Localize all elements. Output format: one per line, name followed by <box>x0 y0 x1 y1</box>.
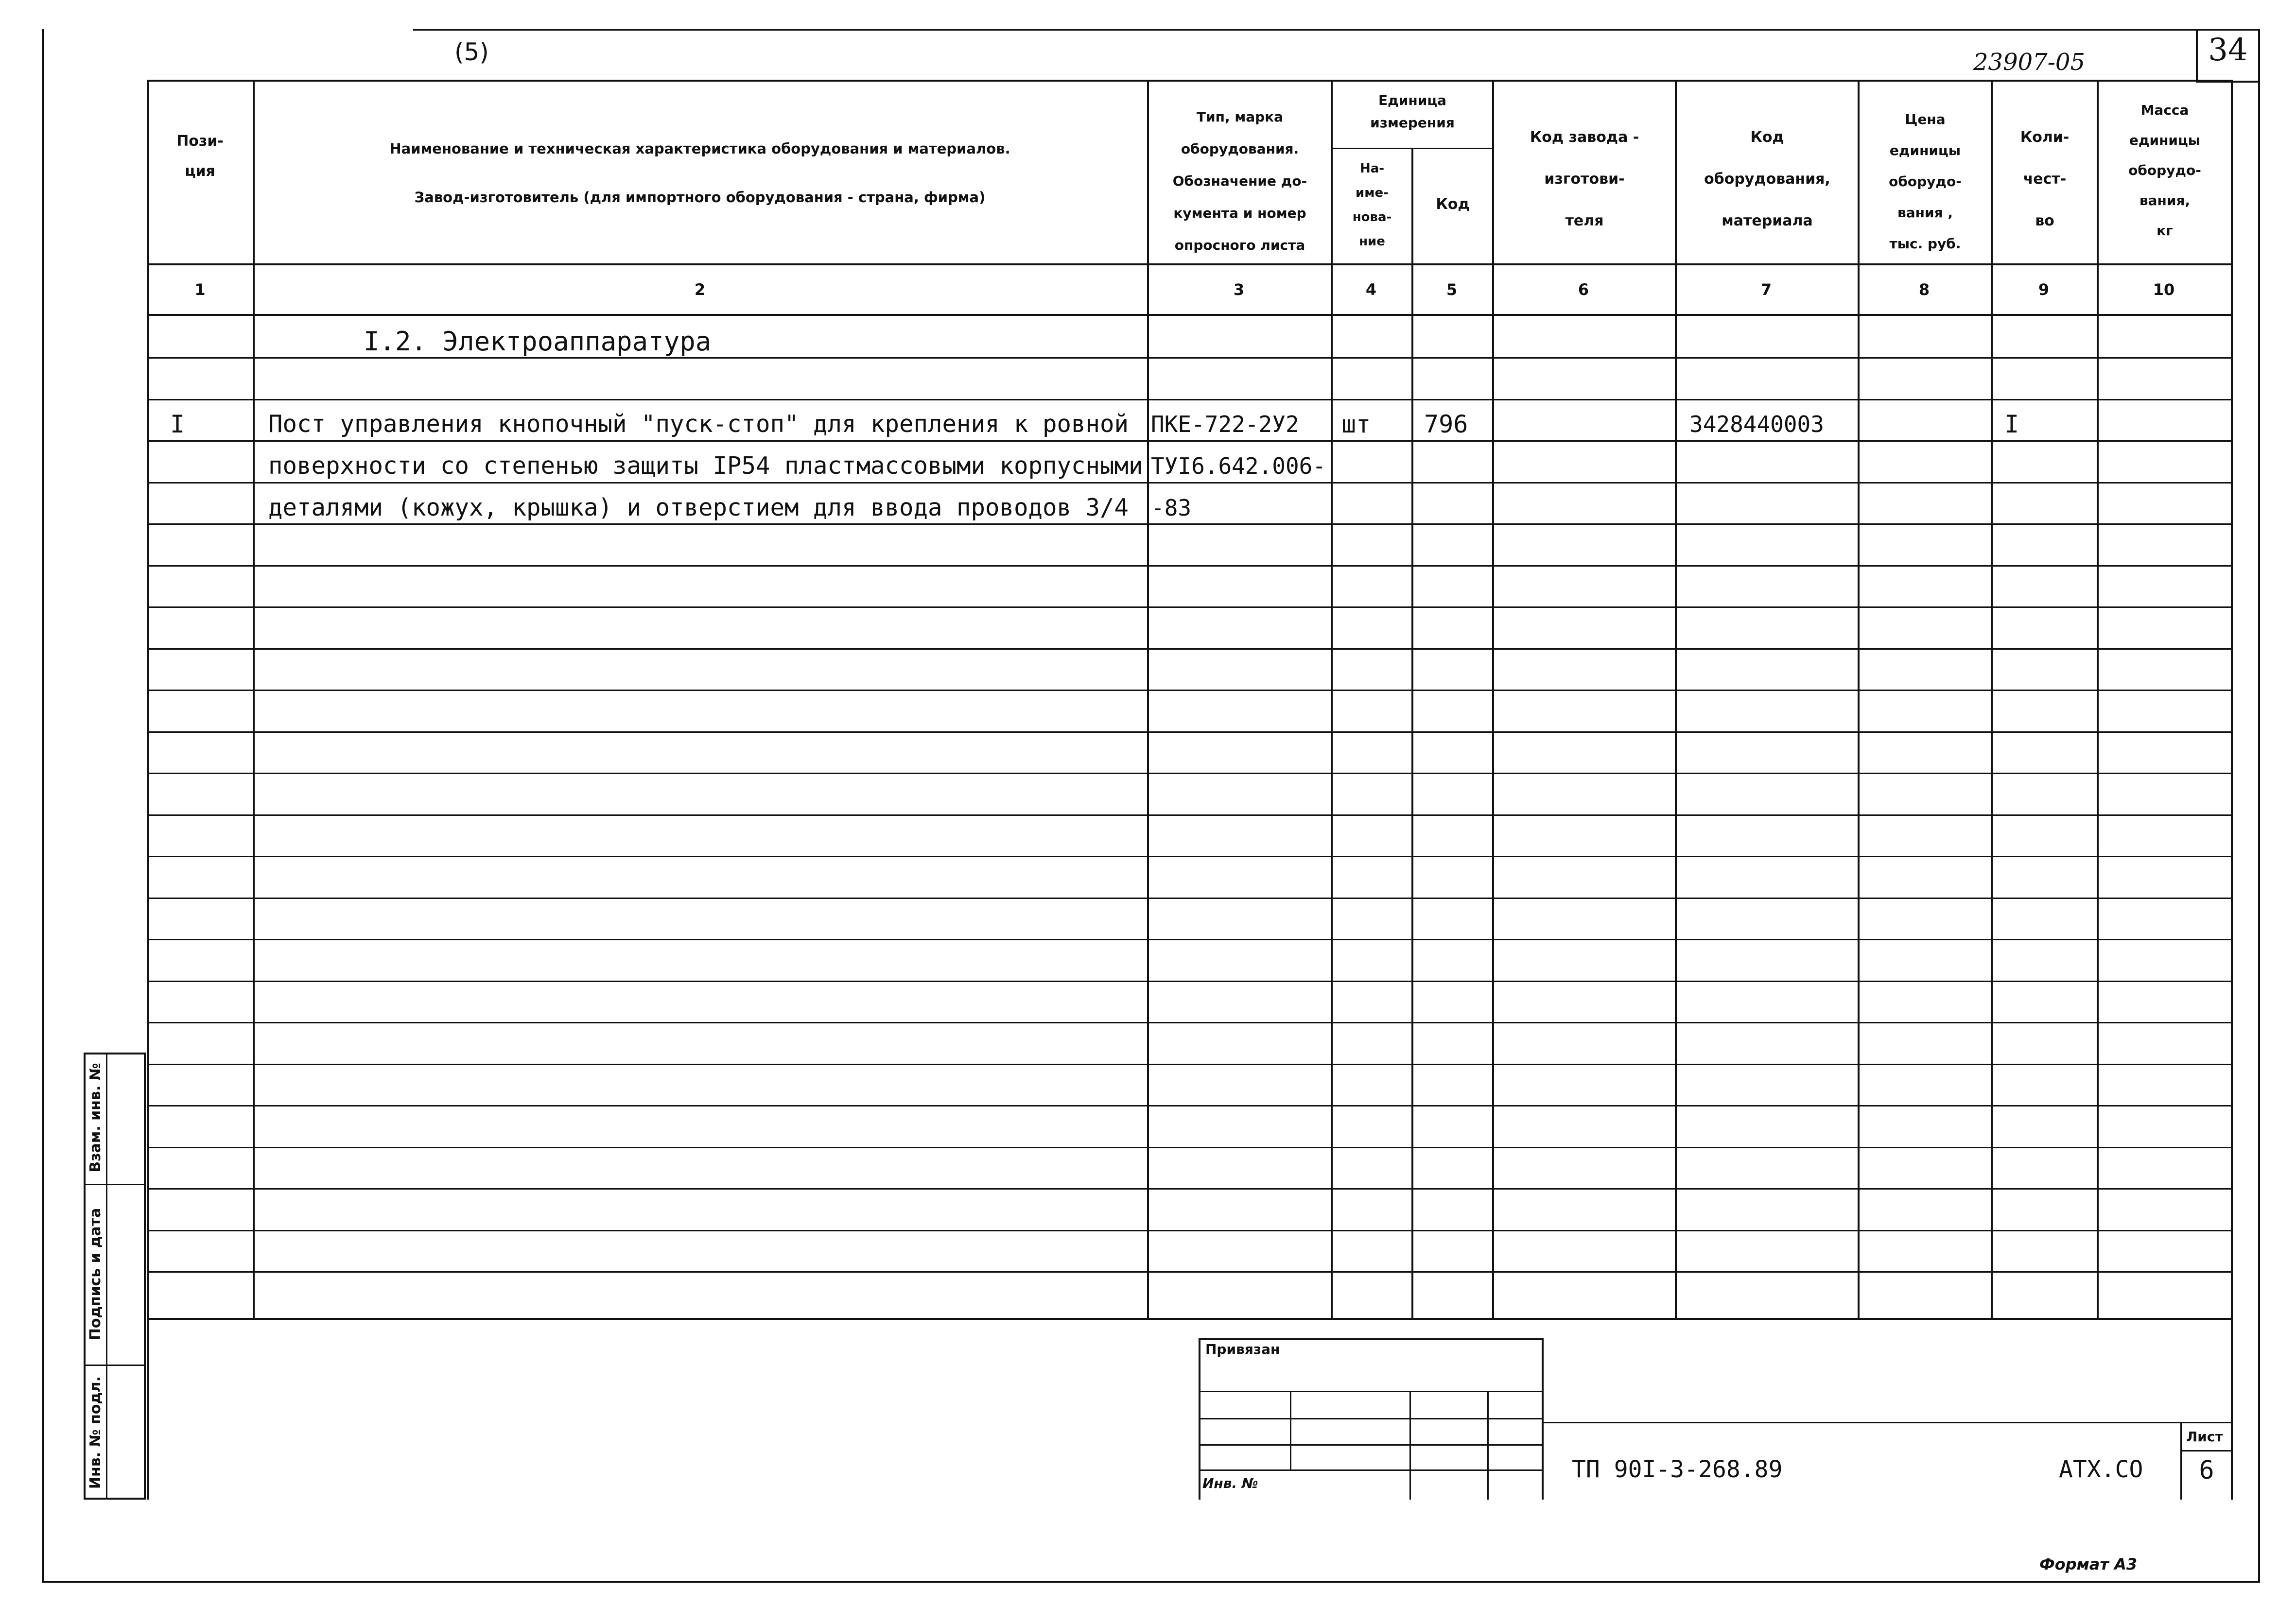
privyazan-vline-3 <box>1487 1391 1489 1500</box>
table-row-line <box>147 1022 2232 1023</box>
col-number-1: 1 <box>194 280 206 299</box>
stamp-designation: ТП 90I-3-268.89 <box>1572 1456 1783 1483</box>
table-row-line <box>147 939 2232 940</box>
header-units-title: Единица измерения <box>1370 92 1455 131</box>
header-col5: Код <box>1436 196 1470 213</box>
row-position: I <box>170 410 185 438</box>
table-row-line <box>147 814 2232 816</box>
row-type-line-3: -83 <box>1151 495 1192 521</box>
frame-right-line <box>2258 29 2260 1583</box>
table-row-line <box>147 1147 2232 1148</box>
privyazan-line-1 <box>1199 1391 1544 1392</box>
sheet-number: 6 <box>2199 1456 2214 1485</box>
table-row-line <box>147 565 2232 567</box>
header-col8: Цена единицы оборудо- вания , тыс. руб. <box>1889 111 1962 252</box>
table-row-line <box>147 606 2232 608</box>
side-stamp-field-1: Взам. инв. № <box>87 1063 104 1173</box>
table-row-line <box>147 981 2232 982</box>
header-col7: Код оборудования, материала <box>1704 129 1830 229</box>
col-number-7: 7 <box>1760 280 1772 299</box>
sheet-box-line <box>2180 1450 2231 1451</box>
frame-bottom-line <box>42 1581 2260 1583</box>
header-col1: Пози- ция <box>176 133 224 180</box>
side-stamp-field-2: Подпись и дата <box>87 1208 104 1341</box>
col-number-10: 10 <box>2153 280 2175 299</box>
frame-top-line <box>413 29 2260 31</box>
sheet-label: Лист <box>2186 1429 2223 1445</box>
privyazan-line-3 <box>1199 1444 1544 1446</box>
row-name-line-1: Пост управления кнопочный "пуск-стоп" для крепления к ровной <box>268 410 1129 438</box>
col-number-5: 5 <box>1446 280 1458 299</box>
row-name-line-3: деталями (кожух, крышка) и отверстием для ввода проводов 3/4 <box>268 494 1129 521</box>
privyazan-line-2 <box>1199 1418 1544 1419</box>
section-title: I.2. Электроаппаратура <box>364 326 712 357</box>
stamp-code: АТХ.СО <box>2059 1456 2143 1483</box>
row-name-line-2: поверхности со степенью защиты IP54 пластмассовыми корпусными <box>268 452 1143 480</box>
row-type-line-2: ТУI6.642.006- <box>1151 453 1326 479</box>
table-row-line <box>147 773 2232 774</box>
top-left-label: (5) <box>454 38 489 66</box>
col-number-3: 3 <box>1233 280 1245 299</box>
privyazan-vline-1 <box>1290 1391 1291 1469</box>
col-number-2: 2 <box>694 280 706 299</box>
side-stamp-inner-line <box>106 1053 107 1500</box>
frame-left-line <box>42 29 44 1582</box>
table-row-line <box>147 648 2232 650</box>
header-col4: На- име- нова- ние <box>1352 161 1392 249</box>
table-row-line <box>147 1064 2232 1065</box>
header-col6: Код завода - изготови- теля <box>1530 129 1639 229</box>
row-unit-code: 796 <box>1424 410 1468 438</box>
table-row-line <box>147 690 2232 691</box>
header-col9: Коли- чест- во <box>2020 129 2070 229</box>
format-label: Формат А3 <box>2039 1555 2138 1573</box>
row-unit-name: шт <box>1341 410 1371 438</box>
table-row-line <box>147 399 2232 400</box>
privyazan-line-4 <box>1199 1469 1544 1471</box>
col-number-4: 4 <box>1365 280 1377 299</box>
table-row-line <box>147 731 2232 733</box>
table-bottom-line <box>147 1318 2232 1320</box>
col-line-4 <box>1411 148 1413 1319</box>
header-col3: Тип, марка оборудования. Обозначение до- кумента и номер опросного листа <box>1172 109 1307 253</box>
row-equipment-code: 3428440003 <box>1689 411 1824 437</box>
row-name <box>268 403 1143 529</box>
table-top-line <box>147 80 2232 82</box>
table-row-line <box>147 1271 2232 1273</box>
privyazan-vline-2 <box>1409 1391 1411 1500</box>
row-type <box>1151 403 1326 529</box>
col-number-9: 9 <box>2038 280 2050 299</box>
table-row-line <box>147 1105 2232 1106</box>
col-number-8: 8 <box>1918 280 1930 299</box>
side-stamp-field-3: Инв. № подл. <box>87 1376 104 1489</box>
table-row-line <box>147 856 2232 857</box>
table-row-line <box>147 1188 2232 1190</box>
header-col10: Масса единицы оборудо- вания, кг <box>2128 102 2201 239</box>
page-box-number: 34 <box>2208 32 2248 68</box>
header-col2: Наименование и техническая характеристика оборудования и материалов. Завод-изготовитель (для импортного оборудования - страна, фирма) <box>389 140 1010 206</box>
table-row-line <box>147 1230 2232 1231</box>
privyazan-label: Привязан <box>1205 1341 1280 1357</box>
inv-no-label: Инв. № <box>1202 1475 1258 1491</box>
col-number-6: 6 <box>1578 280 1589 299</box>
row-type-line-1: ПКЕ-722-2У2 <box>1151 411 1299 437</box>
row-quantity: I <box>2004 410 2019 438</box>
stamp-title-line <box>1544 1422 2231 1423</box>
table-right-line <box>2231 80 2233 1500</box>
table-row-line <box>147 898 2232 899</box>
doc-number-handwritten: 23907-05 <box>1973 49 2085 76</box>
